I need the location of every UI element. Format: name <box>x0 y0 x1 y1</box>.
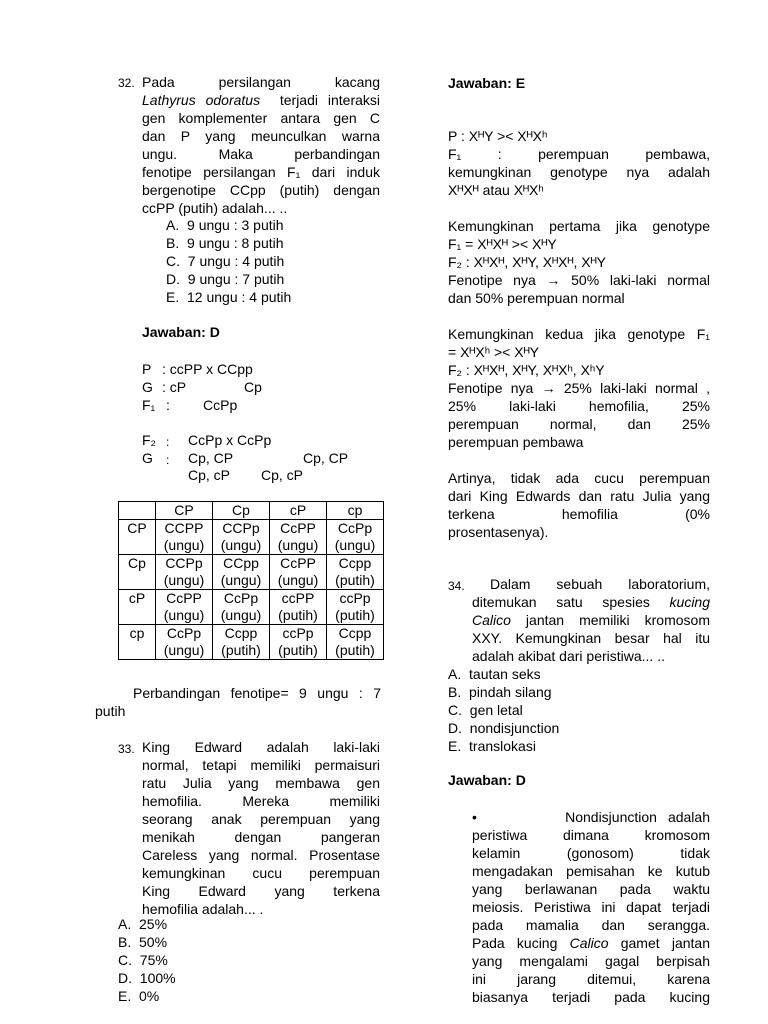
cross-g2-b: Cp, CP <box>303 450 349 466</box>
option-b: B. 50% <box>118 934 168 950</box>
cross-f1-colon: : <box>166 397 170 413</box>
table-cell: ccPp (putih) <box>327 590 384 625</box>
question-32-text <box>142 73 380 217</box>
option-b: B. 9 ungu : 8 putih <box>166 235 284 251</box>
cross-f2-text: CcPp x CcPp <box>188 432 272 448</box>
question-34-text: Dalam sebuah laboratorium, ditemukan satu spesies kucing Calico jantan memiliki kromosom XXY. Kemungkinan besar hal itu adalah akibat dari peristiwa... .. <box>472 576 710 664</box>
table-header-cell <box>119 502 156 520</box>
table-cell: CcPP (ungu) <box>270 520 327 555</box>
row-label: cP <box>119 590 156 625</box>
option-a: A. 9 ungu : 3 putih <box>166 217 284 233</box>
row-label: cp <box>119 625 156 660</box>
table-cell: ccPp (putih) <box>270 625 327 660</box>
option-c: C. 7 ungu : 4 putih <box>166 253 285 269</box>
table-cell: ccPP (putih) <box>270 590 327 625</box>
cross-g2-c: Cp, cP <box>188 467 231 483</box>
question-33-text: King Edward adalah laki-laki normal, tetapi memiliki permaisuri ratu Julia yang membawa gen hemofilia. Mereka memiliki seorang anak perempuan yang menikah dengan pangeran Careless yang normal. Prosentase kemungkinan cucu perempuan King Edward yang terkena hemofilia adalah... . <box>142 739 380 917</box>
q33-answer: Jawaban: E <box>448 75 526 91</box>
question-32-number: 32. <box>118 76 135 90</box>
cross-g2-a: Cp, CP <box>188 450 234 466</box>
table-header-cell: cp <box>327 502 384 520</box>
table-header-row <box>119 502 384 520</box>
q32-ratio: Perbandingan fenotipe= 9 ungu : 7 putih <box>95 685 381 719</box>
table-cell: CcPP (ungu) <box>270 555 327 590</box>
cross-g-right: Cp <box>244 379 262 395</box>
cross-g2-colon: : <box>166 453 170 467</box>
punnett-square <box>118 501 384 660</box>
option-e: E. 0% <box>118 988 160 1004</box>
table-cell: Ccpp (putih) <box>327 555 384 590</box>
table-header-cell: CP <box>156 502 213 520</box>
cross-g2-d: Cp, cP <box>261 467 304 483</box>
q32-line: ungu. Maka perbandingan <box>142 146 380 162</box>
row-label: CP <box>119 520 156 555</box>
option-e: E. 12 ungu : 4 putih <box>166 289 292 305</box>
cross-g-label: G <box>142 379 153 395</box>
cross-f1-value: CcPp <box>203 397 238 413</box>
q32-line: fenotipe persilangan F₁ dari induk <box>142 164 380 180</box>
table-cell: CcPp (ungu) <box>156 625 213 660</box>
table-cell: CCPp (ungu) <box>156 555 213 590</box>
table-cell: CcPp (ungu) <box>213 590 270 625</box>
cross-p-text: : ccPP x CCpp <box>162 361 253 377</box>
cross-p-label: P <box>142 361 152 377</box>
cross-g-left: : cP <box>162 379 187 395</box>
row-label: Cp <box>119 555 156 590</box>
table-cell: CCPp (ungu) <box>213 520 270 555</box>
option-d: D. 9 ungu : 7 putih <box>166 271 285 287</box>
table-row <box>119 555 384 590</box>
option-a: A. 25% <box>118 916 168 932</box>
table-cell: Ccpp (putih) <box>327 625 384 660</box>
bullet-icon: • <box>472 809 477 825</box>
q32-answer: Jawaban: D <box>142 324 220 340</box>
cross-f2-label: F₂ <box>142 432 156 448</box>
table-header-cell: Cp <box>213 502 270 520</box>
q33-explanation: P : XᴴY >< XᴴXʰ F₁ : perempuan pembawa, kemungkinan genotype nya adalah XᴴXᴴ atau XᴴXʰ Kemungkinan pertama jika genotype F₁ = XᴴXᴴ >< XᴴY F₂ : XᴴXᴴ, XᴴY, XᴴXᴴ, XᴴY Fenotipe nya → 50% laki-laki normal dan 50% perempuan normal Kemungkinan kedua jika genotype F₁ = XᴴXʰ >< XᴴY F₂ : XᴴXᴴ, XᴴY, XᴴXʰ, XʰY Fenotipe nya → 25% laki-laki normal , 25% laki-laki hemofilia, 25% perempuan normal, dan 25% perempuan pembawa Artinya, tidak ada cucu perempuan dari King Edwards dan ratu Julia yang terkena hemofilia (0% prosentasenya). <box>448 128 710 540</box>
question-34-number: 34. <box>448 579 465 593</box>
option-b: B. pindah silang <box>448 684 552 700</box>
table-cell: Ccpp (putih) <box>213 625 270 660</box>
table-row <box>119 520 384 555</box>
table-row <box>119 625 384 660</box>
q32-line: dan P yang meunculkan warna <box>142 128 380 144</box>
table-cell: CcPp (ungu) <box>327 520 384 555</box>
option-d: D. 100% <box>118 970 176 986</box>
option-e: E. translokasi <box>448 738 536 754</box>
cross-g2-label: G <box>142 450 153 466</box>
cross-f1-label: F₁ <box>142 397 156 413</box>
table-cell: CcPP (ungu) <box>156 590 213 625</box>
q34-answer: Jawaban: D <box>448 772 526 788</box>
table-row <box>119 590 384 625</box>
option-c: C. gen letal <box>448 702 523 718</box>
option-c: C. 75% <box>118 952 168 968</box>
q32-line: Pada persilangan kacang <box>142 74 380 90</box>
q32-line: ccPP (putih) adalah... .. <box>142 200 288 216</box>
q32-line: Lathyrus odoratus terjadi interaksi <box>142 92 381 108</box>
table-cell: CCPP (ungu) <box>156 520 213 555</box>
option-a: A. tautan seks <box>448 666 541 682</box>
question-33-number: 33. <box>118 742 135 756</box>
option-d: D. nondisjunction <box>448 720 560 736</box>
q34-explanation: • Nondisjunction adalah peristiwa dimana kromosom kelamin (gonosom) tidak mengadakan pemisahan ke kutub yang berlawanan pada waktu meiosis. Peristiwa ini dapat terjadi pada mamalia dan serangga. Pada kucing Calico gamet jantan yang mengalami gagal berpisah ini jarang ditemui, karena biasanya terjadi pada kucing <box>472 809 711 1005</box>
table-cell: CCpp (ungu) <box>213 555 270 590</box>
q32-line: bergenotipe CCpp (putih) dengan <box>142 182 380 198</box>
table-header-cell: cP <box>270 502 327 520</box>
q32-line: gen komplementer antara gen C <box>142 110 380 126</box>
species-name: Lathyrus odoratus <box>142 92 261 108</box>
cross-f2-colon: : <box>166 435 170 449</box>
